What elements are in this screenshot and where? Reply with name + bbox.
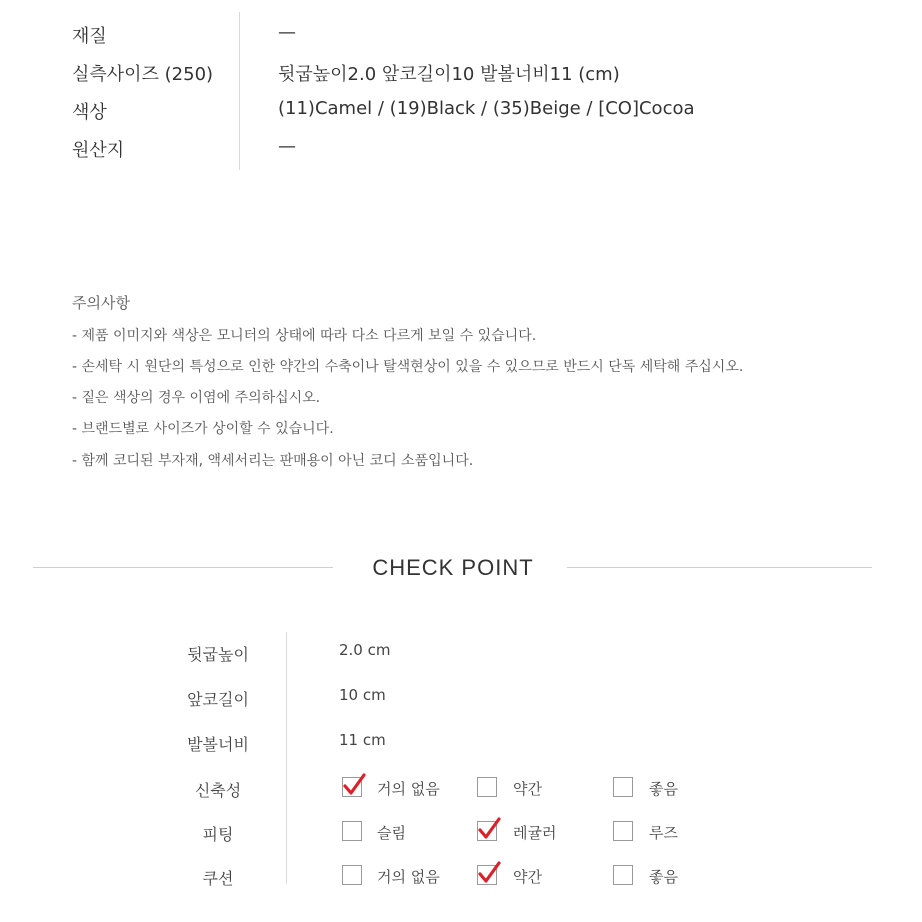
rating-option-label: 루즈 bbox=[649, 824, 678, 842]
rating-option-label: 좋음 bbox=[649, 780, 678, 798]
rating-option-label: 거의 없음 bbox=[377, 868, 440, 886]
rating-checkbox-cushion-3[interactable] bbox=[613, 865, 633, 885]
spec-label-origin: 원산지 bbox=[72, 140, 125, 161]
spec-label-size: 실측사이즈 (250) bbox=[72, 64, 214, 85]
rating-option-label: 슬림 bbox=[377, 824, 406, 842]
rating-option-label: 좋음 bbox=[649, 868, 678, 886]
rating-label-fitting: 피팅 bbox=[202, 825, 234, 844]
spec-divider bbox=[239, 12, 240, 170]
spec-value-origin: — bbox=[278, 136, 296, 157]
measure-label-toe-length: 앞코길이 bbox=[187, 690, 249, 709]
spec-label-material: 재질 bbox=[72, 26, 107, 47]
rating-option-label: 거의 없음 bbox=[377, 780, 440, 798]
rating-checkbox-fitting-1[interactable] bbox=[342, 821, 362, 841]
rating-checkbox-elasticity-2[interactable] bbox=[477, 777, 497, 797]
rating-checkbox-elasticity-3[interactable] bbox=[613, 777, 633, 797]
caution-line: - 짙은 색상의 경우 이염에 주의하십시오. bbox=[72, 390, 321, 406]
rating-checkbox-cushion-2[interactable] bbox=[477, 865, 497, 885]
measure-value-heel-height: 2.0 cm bbox=[339, 641, 391, 659]
rating-checkbox-elasticity-1[interactable] bbox=[342, 777, 362, 797]
caution-line: - 손세탁 시 원단의 특성으로 인한 약간의 수축이나 탈색현상이 있을 수 있으므로 반드시 단독 세탁해 주십시오. bbox=[72, 359, 744, 375]
check-mark-icon bbox=[476, 860, 502, 886]
caution-line: - 함께 코디된 부자재, 액세서리는 판매용이 아닌 코디 소품입니다. bbox=[72, 453, 474, 469]
rating-option-label: 레귤러 bbox=[513, 824, 557, 842]
rating-checkbox-fitting-2[interactable] bbox=[477, 821, 497, 841]
rating-label-cushion: 쿠션 bbox=[202, 869, 234, 888]
rating-option-label: 약간 bbox=[513, 780, 542, 798]
caution-line: - 제품 이미지와 색상은 모니터의 상태에 따라 다소 다르게 보일 수 있습니다. bbox=[72, 328, 537, 344]
rating-checkbox-cushion-1[interactable] bbox=[342, 865, 362, 885]
check-point-divider bbox=[286, 632, 287, 884]
spec-label-color: 색상 bbox=[72, 102, 107, 123]
measure-label-heel-height: 뒷굽높이 bbox=[187, 645, 249, 664]
spec-value-color: (11)Camel / (19)Black / (35)Beige / [CO]Cocoa bbox=[278, 98, 695, 119]
rating-label-elasticity: 신축성 bbox=[194, 781, 242, 800]
rating-checkbox-fitting-3[interactable] bbox=[613, 821, 633, 841]
measure-value-toe-length: 10 cm bbox=[339, 686, 386, 704]
spec-value-material: — bbox=[278, 22, 296, 43]
check-mark-icon bbox=[476, 816, 502, 842]
measure-label-ball-width: 발볼너비 bbox=[187, 735, 249, 754]
rating-option-label: 약간 bbox=[513, 868, 542, 886]
caution-title: 주의사항 bbox=[72, 294, 130, 312]
spec-value-size: 뒷굽높이2.0 앞코길이10 발볼너비11 (cm) bbox=[278, 64, 620, 85]
check-point-title: CHECK POINT bbox=[372, 555, 534, 580]
caution-line: - 브랜드별로 사이즈가 상이할 수 있습니다. bbox=[72, 421, 334, 437]
check-mark-icon bbox=[341, 772, 367, 798]
measure-value-ball-width: 11 cm bbox=[339, 731, 386, 749]
